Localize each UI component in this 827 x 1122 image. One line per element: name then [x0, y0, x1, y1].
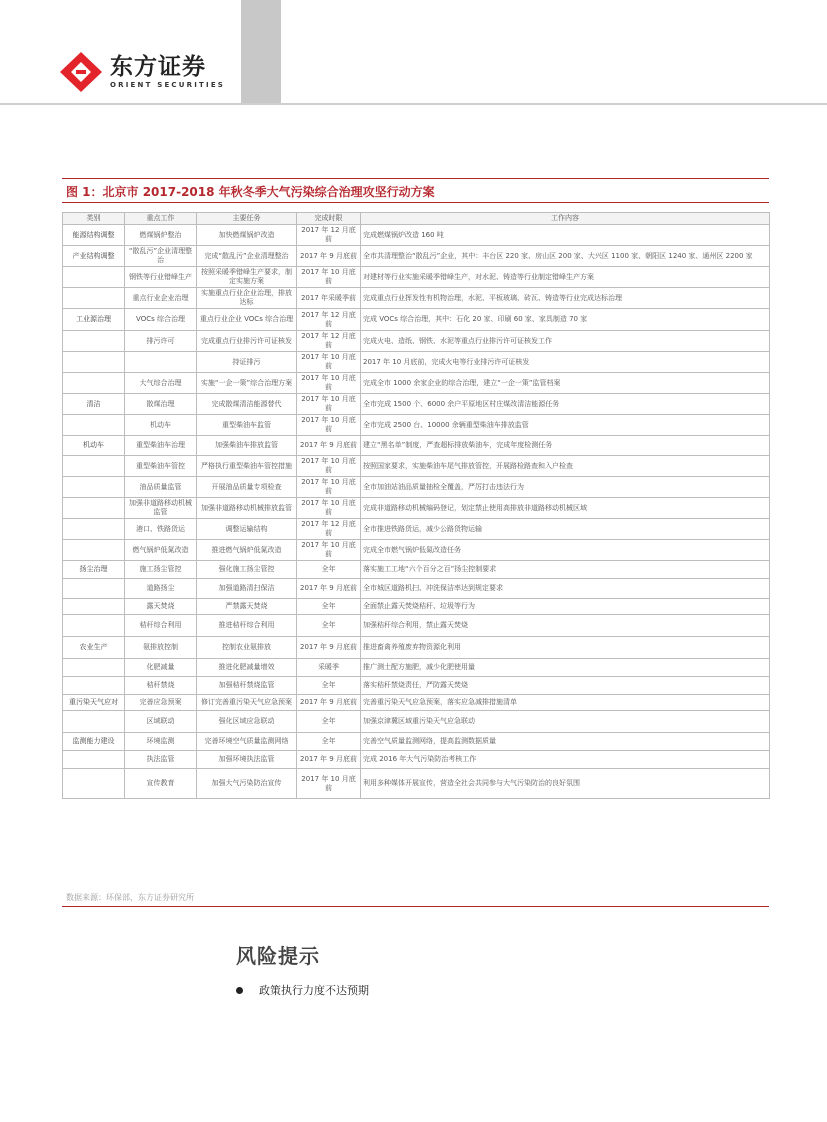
table-cell: 2017 年 10 月底前	[297, 456, 361, 477]
header-grey-strip	[241, 0, 281, 103]
table-cell: 2017 年 9 月底前	[297, 637, 361, 659]
table-cell	[63, 331, 125, 352]
table-cell: 农业生产	[63, 637, 125, 659]
figure-title-rule	[62, 202, 769, 203]
header-divider	[0, 103, 827, 105]
table-cell-measure: 加强秸秆综合利用，禁止露天焚烧	[361, 615, 770, 637]
table-cell: 施工扬尘管控	[125, 561, 197, 579]
table-cell: 2017 年 10 月底前	[297, 267, 361, 288]
table-cell: 按照采暖季错峰生产要求，制定实施方案	[197, 267, 297, 288]
table-cell	[63, 615, 125, 637]
table-cell: 加强秸秆禁烧监管	[197, 677, 297, 695]
logo-english-name: ORIENT SECURITIES	[110, 81, 226, 89]
table-cell	[125, 352, 197, 373]
table-cell-measure: 完成燃煤锅炉改造 160 吨	[361, 225, 770, 246]
table-cell	[63, 267, 125, 288]
action-plan-table	[62, 212, 770, 799]
table-cell: 散煤治理	[125, 394, 197, 415]
table-cell-measure: 全市完成 2500 台、10000 余辆重型柴油车排放监管	[361, 415, 770, 436]
table-cell: 实施“一企一策”综合治理方案	[197, 373, 297, 394]
table-row	[63, 288, 770, 309]
table-cell: 加强非道路移动机械监管	[125, 498, 197, 519]
table-cell: 2017 年 12 月底前	[297, 309, 361, 331]
table-cell-measure: 全市共清理整治“散乱污”企业，其中：丰台区 220 家、房山区 200 家、大兴区 1100 家、朝阳区 1240 家、通州区 2200 家	[361, 246, 770, 267]
table-cell: 宣传教育	[125, 769, 197, 799]
table-cell-measure: 2017 年 10 月底前，完成火电等行业排污许可证核发	[361, 352, 770, 373]
table-cell: 大气综合治理	[125, 373, 197, 394]
red-diamond-logo-icon	[58, 50, 104, 94]
table-cell-measure: 全市推进铁路货运，减少公路货物运输	[361, 519, 770, 540]
table-cell: 修订完善重污染天气应急预案	[197, 695, 297, 711]
table-cell: 加强柴油车排放监管	[197, 436, 297, 456]
table-cell: 工业源治理	[63, 309, 125, 331]
table-row	[63, 637, 770, 659]
table-cell	[63, 415, 125, 436]
table-cell: 氨排放控制	[125, 637, 197, 659]
table-cell: 排污许可	[125, 331, 197, 352]
table-cell-measure: 完成全市 1000 余家企业的综合治理，建立“一企一策”监管档案	[361, 373, 770, 394]
table-cell: 严格执行重型柴油车管控措施	[197, 456, 297, 477]
table-row	[63, 477, 770, 498]
table-cell	[63, 599, 125, 615]
table-cell: 能源结构调整	[63, 225, 125, 246]
table-cell: 2017 年 9 月底前	[297, 751, 361, 769]
table-cell	[63, 498, 125, 519]
table-cell: 加强非道路移动机械排放监管	[197, 498, 297, 519]
table-cell-measure: 完善重污染天气应急预案，落实应急减排措施清单	[361, 695, 770, 711]
table-cell: 秸秆禁烧	[125, 677, 197, 695]
table-cell: 执法监管	[125, 751, 197, 769]
table-cell: 加快燃煤锅炉改造	[197, 225, 297, 246]
table-cell: 全年	[297, 677, 361, 695]
table-cell-measure: 加强京津冀区域重污染天气应急联动	[361, 711, 770, 733]
table-cell: 2017 年 10 月底前	[297, 415, 361, 436]
table-cell: 燃煤锅炉整治	[125, 225, 197, 246]
table-row	[63, 225, 770, 246]
table-cell: 全年	[297, 561, 361, 579]
table-cell: 实施重点行业企业治理，排放达标	[197, 288, 297, 309]
table-cell: 燃气锅炉低氮改造	[125, 540, 197, 561]
table-cell-measure: 完成火电、造纸、钢铁、水泥等重点行业排污许可证核发工作	[361, 331, 770, 352]
table-cell	[63, 677, 125, 695]
table-cell: 油品质量监管	[125, 477, 197, 498]
table-cell: 完成散煤清洁能源替代	[197, 394, 297, 415]
table-cell: 2017 年 10 月底前	[297, 477, 361, 498]
table-cell-measure: 落实施工工地“六个百分之百”扬尘控制要求	[361, 561, 770, 579]
column-header: 类别	[63, 213, 125, 225]
table-cell: 港口、铁路货运	[125, 519, 197, 540]
table-row	[63, 615, 770, 637]
risk-section-title: 风险提示	[236, 944, 320, 968]
table-cell: 重型柴油车监管	[197, 415, 297, 436]
table-cell: 重点行业企业治理	[125, 288, 197, 309]
table-cell: 监测能力建设	[63, 733, 125, 751]
table-cell-measure: 完成全市燃气锅炉低氮改造任务	[361, 540, 770, 561]
table-cell: 强化施工扬尘管控	[197, 561, 297, 579]
table-cell: 采暖季	[297, 659, 361, 677]
table-cell: 推进化肥减量增效	[197, 659, 297, 677]
table-row	[63, 246, 770, 267]
table-cell-measure: 推进畜禽养殖废弃物资源化利用	[361, 637, 770, 659]
table-cell: 扬尘治理	[63, 561, 125, 579]
table-row	[63, 415, 770, 436]
risk-item-text: 政策执行力度不达预期	[259, 984, 369, 997]
table-cell: 化肥减量	[125, 659, 197, 677]
table-cell: 2017 年 10 月底前	[297, 373, 361, 394]
table-cell: 产业结构调整	[63, 246, 125, 267]
table-cell: 全年	[297, 711, 361, 733]
table-cell: 完成“散乱污”企业清理整治	[197, 246, 297, 267]
table-cell: 2017 年 9 月底前	[297, 579, 361, 599]
table-row	[63, 540, 770, 561]
table-cell-measure: 按照国家要求，实施柴油车尾气排放管控，开展路检路查和入户检查	[361, 456, 770, 477]
table-row	[63, 394, 770, 415]
table-cell-measure: 利用多种媒体开展宣传，营造全社会共同参与大气污染防治的良好氛围	[361, 769, 770, 799]
table-cell-measure: 完成 2016 年大气污染防治考核工作	[361, 751, 770, 769]
table-cell: 2017 年 9 月底前	[297, 695, 361, 711]
table-cell	[63, 711, 125, 733]
table-row	[63, 733, 770, 751]
table-cell: 完成重点行业排污许可证核发	[197, 331, 297, 352]
table-cell: 全年	[297, 615, 361, 637]
table-cell	[63, 477, 125, 498]
table-cell: 2017 年 10 月底前	[297, 352, 361, 373]
table-cell: 2017 年 12 月底前	[297, 331, 361, 352]
table-row	[63, 579, 770, 599]
table-row	[63, 498, 770, 519]
table-row	[63, 769, 770, 799]
table-cell: 2017 年 12 月底前	[297, 225, 361, 246]
table-cell: 全年	[297, 733, 361, 751]
table-cell: VOCs 综合治理	[125, 309, 197, 331]
table-cell-measure: 完善空气质量监测网络，提高监测数据质量	[361, 733, 770, 751]
table-cell	[63, 769, 125, 799]
table-cell: 重型柴油车管控	[125, 456, 197, 477]
source-rule	[62, 906, 769, 907]
table-cell: 控制农业氨排放	[197, 637, 297, 659]
table-row	[63, 373, 770, 394]
table-cell: 完善应急预案	[125, 695, 197, 711]
column-header: 完成时限	[297, 213, 361, 225]
table-cell: 加强环境执法监管	[197, 751, 297, 769]
table-cell	[63, 751, 125, 769]
company-logo	[58, 50, 225, 94]
table-header-row	[63, 213, 770, 225]
table-cell-measure: 对建材等行业实施采暖季错峰生产，对水泥、铸造等行业制定错峰生产方案	[361, 267, 770, 288]
table-cell: 2017 年 10 月底前	[297, 394, 361, 415]
table-cell: 全年	[297, 599, 361, 615]
table-cell: 重点行业企业 VOCs 综合治理	[197, 309, 297, 331]
table-cell: “散乱污”企业清理整治	[125, 246, 197, 267]
table-cell	[63, 659, 125, 677]
table-row	[63, 519, 770, 540]
table-cell: 重污染天气应对	[63, 695, 125, 711]
table-row	[63, 309, 770, 331]
table-cell: 区域联动	[125, 711, 197, 733]
column-header: 工作内容	[361, 213, 770, 225]
table-cell: 开展油品质量专项检查	[197, 477, 297, 498]
table-cell: 2017 年 12 月底前	[297, 519, 361, 540]
column-header: 重点工作	[125, 213, 197, 225]
table-row	[63, 695, 770, 711]
table-cell-measure: 完成重点行业挥发性有机物治理，水泥、平板玻璃、砖瓦、铸造等行业完成达标治理	[361, 288, 770, 309]
table-cell: 推进燃气锅炉低氮改造	[197, 540, 297, 561]
table-cell-measure: 全面禁止露天焚烧秸秆、垃圾等行为	[361, 599, 770, 615]
table-cell	[63, 288, 125, 309]
table-cell	[63, 519, 125, 540]
table-cell: 重型柴油车治理	[125, 436, 197, 456]
table-cell-measure: 推广测土配方施肥，减少化肥使用量	[361, 659, 770, 677]
figure-title: 图 1：北京市 2017-2018 年秋冬季大气污染综合治理攻坚行动方案	[66, 185, 435, 199]
table-cell: 2017 年 9 月底前	[297, 436, 361, 456]
figure-top-rule	[62, 178, 769, 179]
table-row	[63, 711, 770, 733]
table-cell: 清洁	[63, 394, 125, 415]
table-cell: 2017 年 10 月底前	[297, 498, 361, 519]
table-cell: 2017 年采暖季前	[297, 288, 361, 309]
table-cell-measure: 全市城区道路机扫、冲洗保洁率达到规定要求	[361, 579, 770, 599]
table-cell: 环境监测	[125, 733, 197, 751]
table-cell: 调整运输结构	[197, 519, 297, 540]
table-row	[63, 436, 770, 456]
table-cell	[63, 373, 125, 394]
table-cell: 持证排污	[197, 352, 297, 373]
logo-chinese-name: 东方证券	[110, 54, 206, 80]
table-cell: 机动车	[125, 415, 197, 436]
table-row	[63, 561, 770, 579]
table-cell: 完善环境空气质量监测网络	[197, 733, 297, 751]
table-cell: 钢铁等行业错峰生产	[125, 267, 197, 288]
table-cell: 严禁露天焚烧	[197, 599, 297, 615]
table-cell-measure: 全市加油站油品质量抽检全覆盖，严厉打击违法行为	[361, 477, 770, 498]
table-cell: 2017 年 9 月底前	[297, 246, 361, 267]
risk-list-item	[236, 982, 369, 998]
table-cell: 2017 年 10 月底前	[297, 769, 361, 799]
table-row	[63, 456, 770, 477]
table-row	[63, 599, 770, 615]
bullet-icon	[236, 987, 243, 994]
table-cell: 推进秸秆综合利用	[197, 615, 297, 637]
table-cell: 道路扬尘	[125, 579, 197, 599]
table-row	[63, 751, 770, 769]
table-cell-measure: 全市完成 1500 个、6000 余户平原地区村庄煤改清洁能源任务	[361, 394, 770, 415]
table-cell-measure: 建立“黑名单”制度，严查超标排放柴油车，完成年度检测任务	[361, 436, 770, 456]
column-header: 主要任务	[197, 213, 297, 225]
table-cell	[63, 540, 125, 561]
table-cell-measure: 完成 VOCs 综合治理，其中：石化 20 家、印刷 60 家、家具制造 70 家	[361, 309, 770, 331]
table-cell: 强化区域应急联动	[197, 711, 297, 733]
table-row	[63, 677, 770, 695]
table-cell: 2017 年 10 月底前	[297, 540, 361, 561]
table-row	[63, 659, 770, 677]
table-cell: 加强大气污染防治宣传	[197, 769, 297, 799]
table-cell	[63, 579, 125, 599]
table-row	[63, 352, 770, 373]
table-cell: 秸秆综合利用	[125, 615, 197, 637]
table-row	[63, 331, 770, 352]
table-cell-measure: 落实秸秆禁烧责任，严防露天焚烧	[361, 677, 770, 695]
table-cell-measure: 完成非道路移动机械编码登记，划定禁止使用高排放非道路移动机械区域	[361, 498, 770, 519]
table-cell	[63, 352, 125, 373]
table-row	[63, 267, 770, 288]
table-cell: 加强道路清扫保洁	[197, 579, 297, 599]
table-cell	[63, 456, 125, 477]
table-cell: 机动车	[63, 436, 125, 456]
data-source-note: 数据来源：环保部，东方证券研究所	[66, 893, 194, 902]
table-cell: 露天焚烧	[125, 599, 197, 615]
